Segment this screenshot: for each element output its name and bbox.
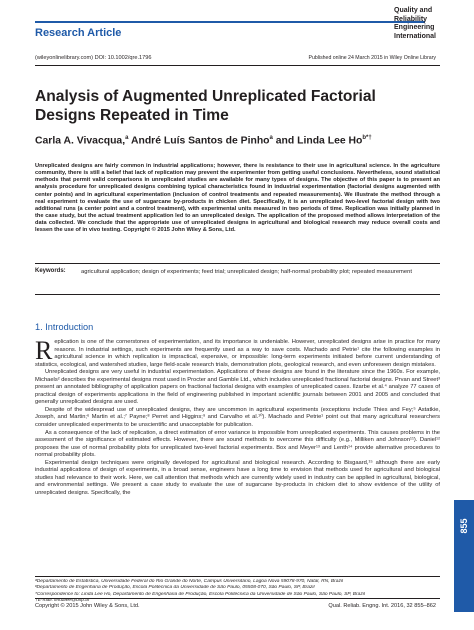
author-name: André Luís Santos de Pinho xyxy=(130,135,270,147)
keywords-top-rule xyxy=(35,263,440,264)
author-affiliation-mark: a xyxy=(125,135,129,141)
introduction-body xyxy=(35,336,440,497)
copyright-line: Copyright © 2015 John Wiley & Sons, Ltd. xyxy=(35,603,140,609)
published-line: Published online 24 March 2015 in Wiley Online Library xyxy=(308,55,436,61)
keywords-bottom-rule xyxy=(35,294,440,295)
body-paragraph xyxy=(35,336,440,369)
body-paragraph: Experimental design techniques were originally developed for agricultural and biological research. According to Bisgaard,¹⁵ although there are early industrial applications of design of experiments, in a broad sense, engineers have a long time to envision that methods used for agricultural and biological studies had relevance to their work. Here, we call attention that methods which are currently widely used in industry can be applied in agricultural, biological, and environmental settings. We present a case study to evaluate the use of sugarcane by-products in chicken diet to show evidence of the utility of unreplicated designs. Specifically, the xyxy=(35,459,440,496)
author-affiliation-mark: b*† xyxy=(362,135,372,141)
section-heading-introduction: 1. Introduction xyxy=(35,322,94,332)
footnote-affiliation-b: ᵇDepartamento de Engenharia de Produção, Escola Politécnica da Universidade de São Paulo, 05508-070, São Paulo, SP, Brazil xyxy=(35,585,315,591)
footnotes xyxy=(35,579,440,604)
article-title: Analysis of Augmented Unreplicated Factorial Designs Repeated in Time xyxy=(35,88,376,124)
page-number: 855 xyxy=(459,518,469,534)
footer-rule xyxy=(35,598,440,599)
body-paragraph: Unreplicated designs are very useful in industrial experimentation. Applications of these designs are found in the literature since the 1960s. For example, Michaels² describes the experimental designs most used in Procter and Gamble Ltd., which includes unreplicated fractional factorial designs. Prvan and Street³ present an annotated bibliography of application papers on fractional factorial designs with examples of unreplicated cases. Ilzarbe et al.⁴ analyze 77 cases of practical design of experiments applications in the field of engineering published in important scientific journals between 2001 and 2005 and concluded that generally unreplicated designs are used. xyxy=(35,369,440,406)
section-label: Research Article xyxy=(35,27,122,39)
keywords-list: agricultural application; design of experiments; feed trial; unreplicated design; half-normal probability plot; repeated measurement xyxy=(81,269,412,275)
citation-line: Qual. Reliab. Engng. Int. 2016, 32 855–862 xyxy=(328,603,436,609)
footnote-correspondence: *Correspondence to: Linda Lee Ho, Departamento de Engenharia de Produção, Escola Politécnica da Universidade de São Paulo, São Paulo, SP, Brazil xyxy=(35,591,365,597)
author-name: Carla A. Vivacqua, xyxy=(35,135,126,147)
footnote-email[interactable]: †E-mail: lindalee@usp.br xyxy=(35,597,90,603)
author-list xyxy=(35,135,445,146)
doi-line[interactable]: (wileyonlinelibrary.com) DOI: 10.1002/qre.1796 xyxy=(35,55,152,61)
author-affiliation-mark: a xyxy=(269,135,273,141)
page-number-badge xyxy=(454,506,474,546)
journal-name: Quality and Reliability Engineering International xyxy=(394,7,437,40)
body-paragraph: Despite of the widespread use of unreplicated designs, they are uncommon in agricultural experiments (exceptions include Thies and Fey;⁵ Astatkie, Joseph, and Martin;⁶ Martin et al.;⁷ Payne;⁸ Perret and Higgins;⁹ and Carvalho et al.¹⁰). Machado and Petrie¹ point out that many agricultural researchers consider unreplicated experiments to be unscientific and unacceptable for publication. xyxy=(35,406,440,429)
header-rule xyxy=(35,21,425,23)
footnote-rule xyxy=(35,576,440,577)
footnote-affiliation-a: ᵃDepartamento de Estatística, Universidade Federal do Rio Grande do Norte, Campus Universitário, Lagoa Nova 59078-970, Natal, RN, Brazil xyxy=(35,579,344,584)
body-paragraph: As a consequence of the lack of replication, a direct estimation of error variance is impossible from unreplicated experiments. This causes problems in the assessment of the significance of estimated effects. However, there are sound methods to overcome this difficulty (e.g., Milliken and Johnson¹¹). Daniel¹² proposes the use of normal probability plots for unreplicated two-level factorial experiments. Box and Meyer¹³ and Lenth¹⁴ provide alternative procedures to normal probability plots. xyxy=(35,429,440,459)
abstract: Unreplicated designs are fairly common in industrial applications; however, there is resistance to their use in agricultural science. In the agriculture community, there is still a belief that lack of replication may prevent the experimenter from getting useful conclusions. Nevertheless, sound statistical methods that permit valid comparisons in unreplicated studies are available for many types of designs. The objective of this paper is to present an analysis procedure for unreplicated designs combining typical characteristics found in industrial experimentation (factorial designs augmented with center points) and in agricultural experimentation (inclusion of control treatments and repeated measurements). We illustrate the method through a real experiment to evaluate the use of sugarcane by-products in chicken diet. Specifically, it is an unreplicated two-level factorial design with two additional runs (a center point and a control treatment), with experimental units measured in two periods of time. Replication was initially planned in the case study, but the actual treatment application led to an unreplicated design. The application of the proposed method allows interpretation of the data collected. We conclude that the appropriate use of unreplicated designs in agricultural and biological research may reduce overall costs and lessen the use of in vivo testing. Copyright © 2015 John Wiley & Sons, Ltd. xyxy=(35,163,440,234)
drop-cap: R xyxy=(35,336,53,365)
author-name: and Linda Lee Ho xyxy=(275,135,363,147)
keywords-label: Keywords: xyxy=(35,268,66,274)
header-divider xyxy=(35,65,440,66)
paragraph-text: eplication is one of the cornerstones of experimentation, and its importance is undeniable. However, unreplicated designs arise in practice for many reasons. In industrial settings, such experiments are frequently used as a way to save costs. Machado and Petrie¹ cite the following examples in agricultural science in which replication is impractical, expensive, or impossible: long-term experiments initiated before current understanding of statistics, ecological, and watershed studies, large field-scale research trials, demonstration plots, geological research, and even unforeseen design mistakes. xyxy=(35,339,440,368)
